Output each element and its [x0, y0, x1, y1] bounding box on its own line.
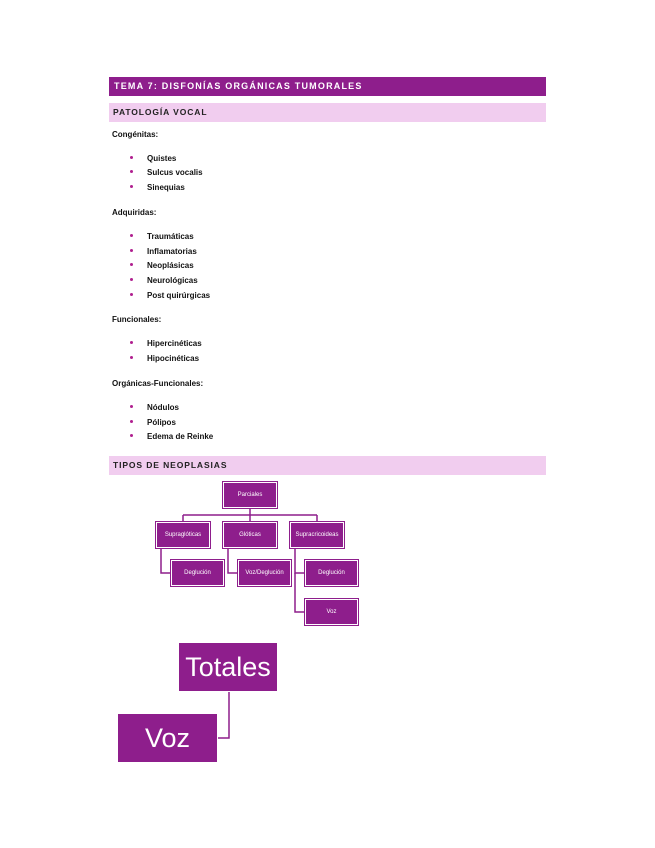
node-parciales: Parciales — [223, 482, 277, 508]
category-label: Congénitas: — [112, 130, 159, 139]
list-item: Neoplásicas — [130, 260, 194, 272]
list-item: Pólipos — [130, 417, 176, 429]
list-item: Edema de Reinke — [130, 431, 213, 443]
list-item: Post quirúrgicas — [130, 290, 210, 302]
list-item: Sulcus vocalis — [130, 167, 203, 179]
list-item: Traumáticas — [130, 231, 194, 243]
node-supracricoideas: Supracricoideas — [290, 522, 344, 548]
list-item: Quistes — [130, 153, 176, 165]
category-label: Funcionales: — [112, 315, 162, 324]
list-item: Sinequias — [130, 182, 185, 194]
list-item: Hipercinéticas — [130, 338, 202, 350]
list-item: Nódulos — [130, 402, 179, 414]
category-label: Adquiridas: — [112, 208, 157, 217]
category-label: Orgánicas-Funcionales: — [112, 379, 204, 388]
document-title: TEMA 7: DISFONÍAS ORGÁNICAS TUMORALES — [109, 77, 546, 96]
list-item: Hipocinéticas — [130, 353, 199, 365]
list-item: Inflamatorias — [130, 246, 197, 258]
node-deglucion-supraglotica: Deglución — [171, 560, 224, 586]
node-deglucion-supracricoidea: Deglución — [305, 560, 358, 586]
node-voz-totales: Voz — [118, 714, 217, 762]
section-heading-patologia: PATOLOGÍA VOCAL — [109, 103, 546, 122]
node-supragloticas: Supraglóticas — [156, 522, 210, 548]
node-voz-deglucion: Voz/Deglución — [238, 560, 291, 586]
node-totales: Totales — [179, 643, 277, 691]
node-voz-supracricoidea: Voz — [305, 599, 358, 625]
list-item: Neurológicas — [130, 275, 198, 287]
section-heading-neoplasias: TIPOS DE NEOPLASIAS — [109, 456, 546, 475]
node-gloticas: Glóticas — [223, 522, 277, 548]
